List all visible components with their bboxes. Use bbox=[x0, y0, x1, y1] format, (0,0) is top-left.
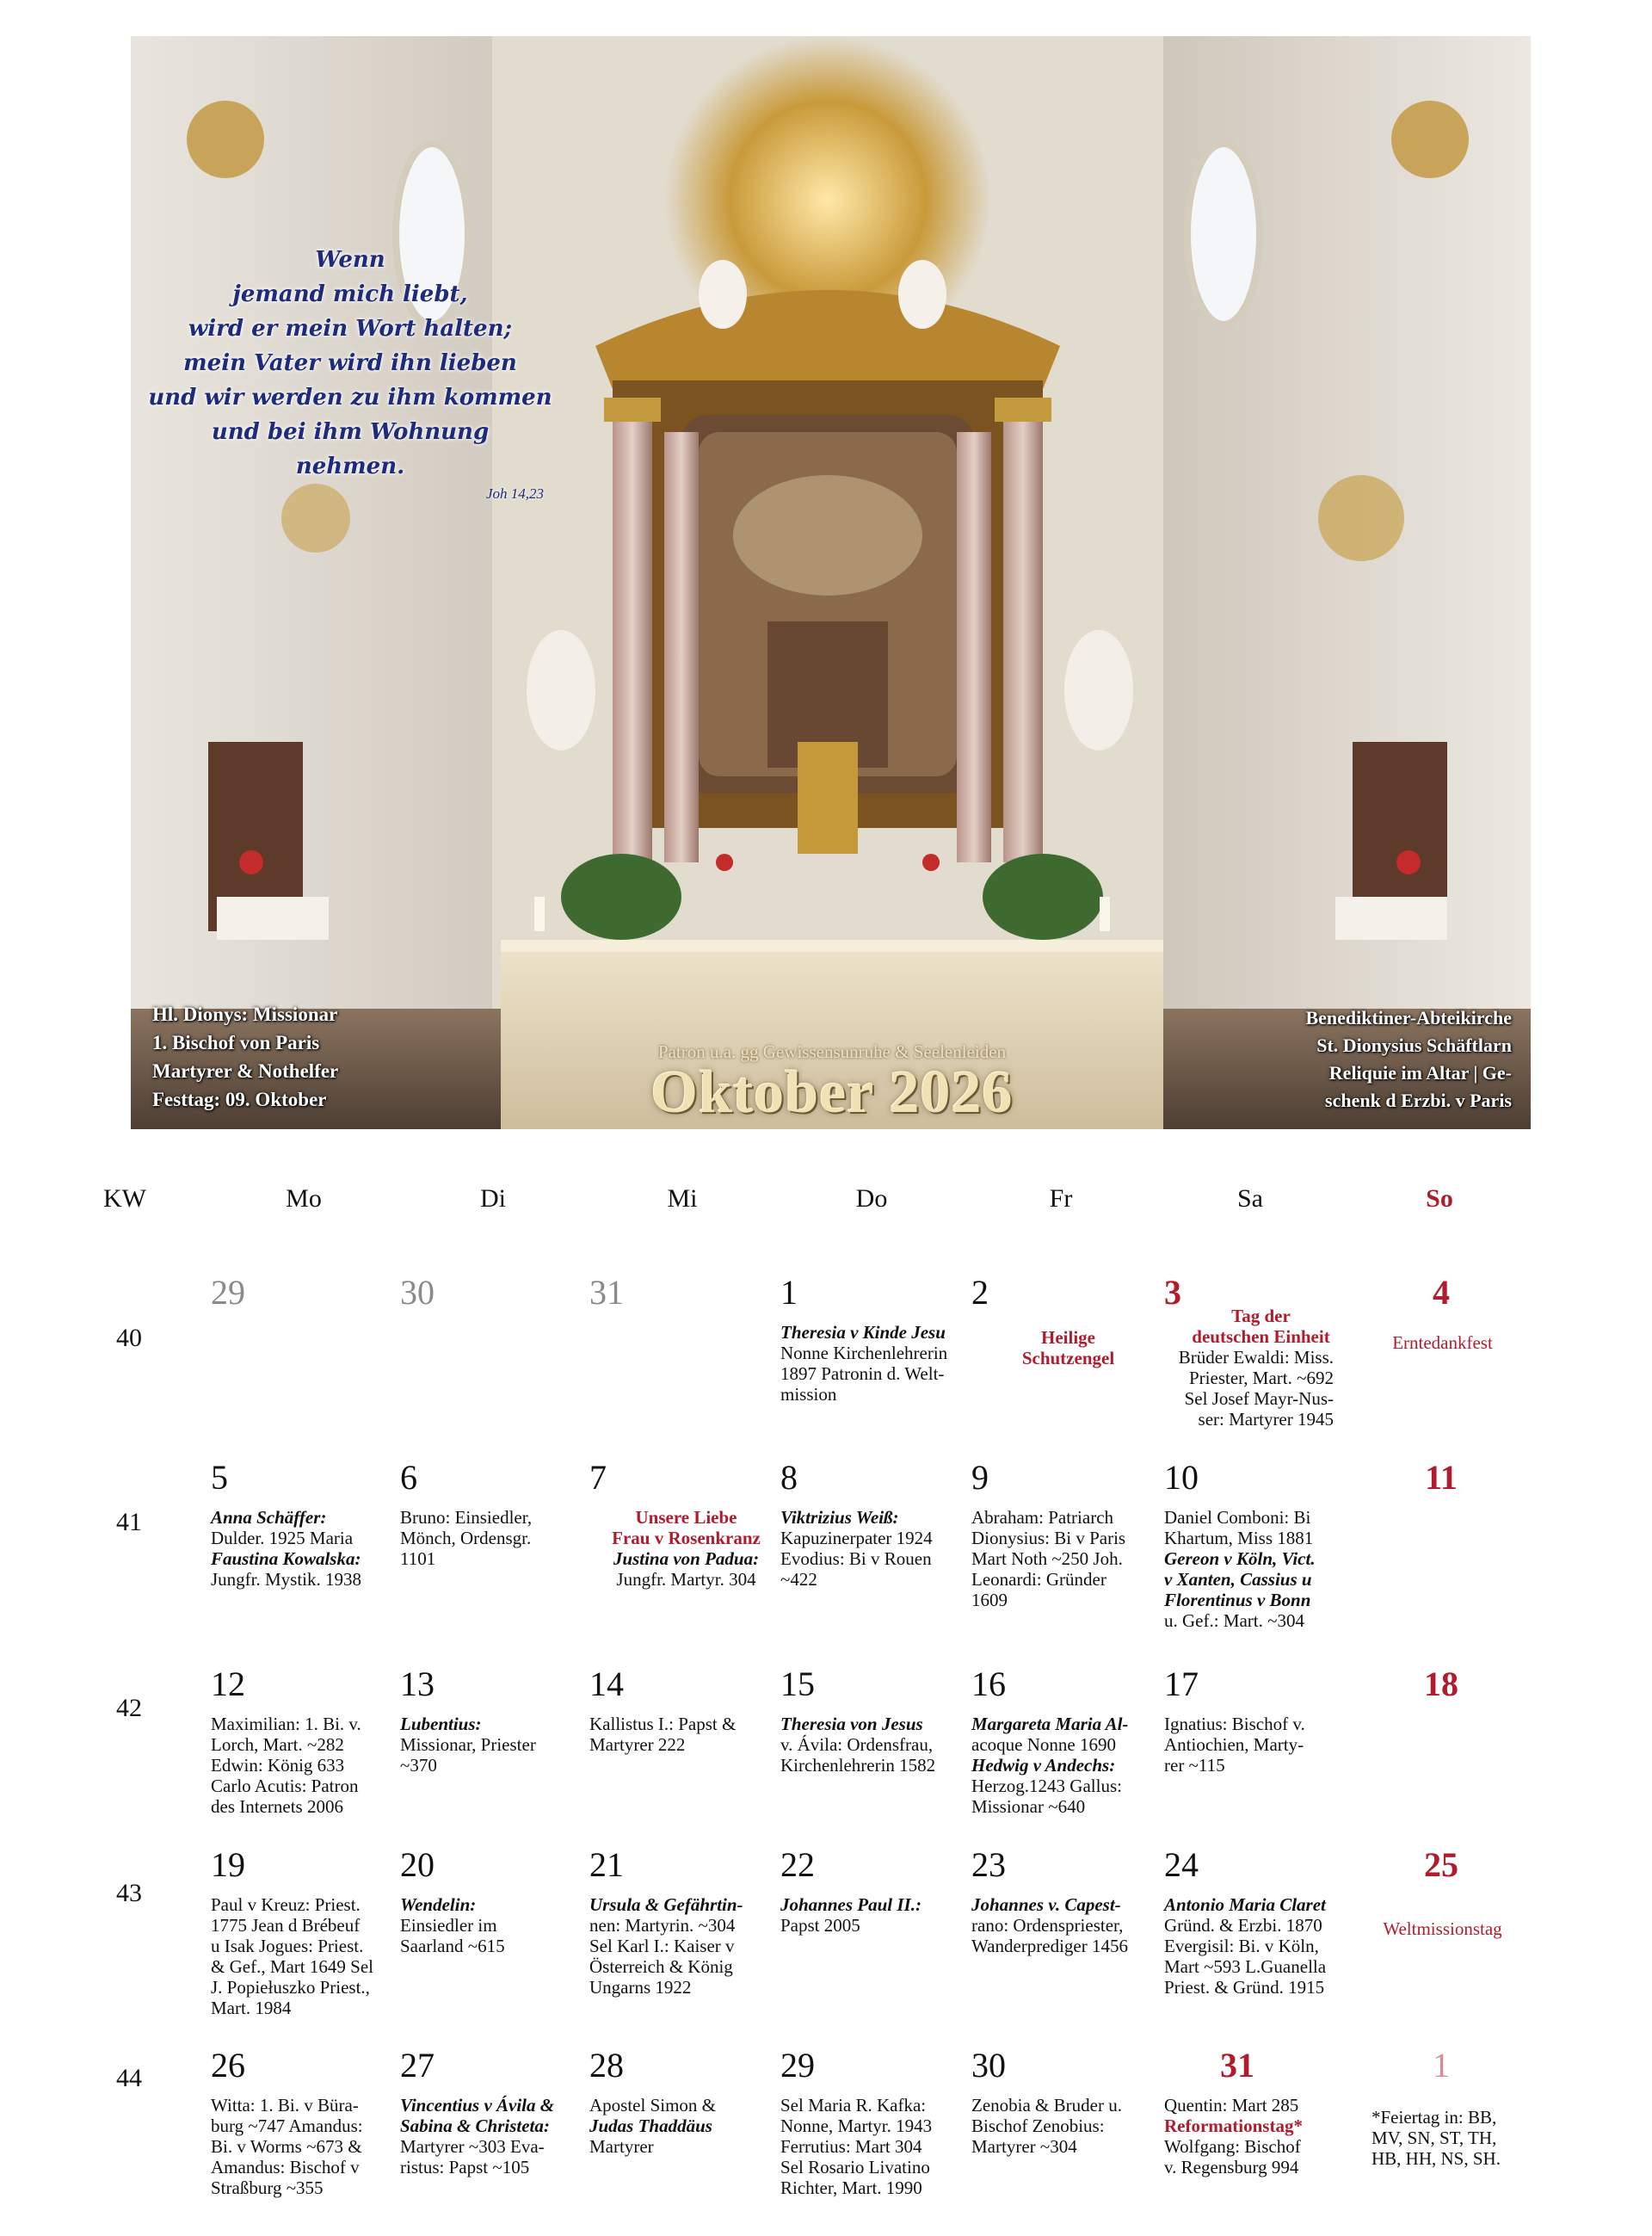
day-number: 5 bbox=[211, 1458, 228, 1497]
holiday-line: Tag der bbox=[1231, 1306, 1291, 1326]
entry-line: Priester, Mart. ~692 bbox=[1189, 1368, 1334, 1388]
day-number: 15 bbox=[780, 1665, 815, 1703]
entry-line: 1775 Jean d Brébeuf bbox=[211, 1915, 361, 1936]
entry-line: Judas Thaddäus bbox=[589, 2116, 712, 2136]
day-number: 19 bbox=[211, 1845, 245, 1884]
caption-line: Martyrer & Nothelfer bbox=[152, 1060, 339, 1082]
entry-line: Witta: 1. Bi. v Büra- bbox=[211, 2095, 359, 2116]
entry-line: Mart ~593 L.Guanella bbox=[1164, 1956, 1327, 1977]
verse-line: und bei ihm Wohnung bbox=[211, 419, 490, 445]
entry-line: Lorch, Mart. ~282 bbox=[211, 1734, 344, 1755]
entry-line: Herzog.1243 Gallus: bbox=[971, 1776, 1122, 1796]
entry-line: Sel Josef Mayr-Nus- bbox=[1184, 1388, 1334, 1409]
entry-line: Ungarns 1922 bbox=[589, 1977, 692, 1998]
entry-line: ser: Martyrer 1945 bbox=[1198, 1409, 1334, 1430]
day-number: 1 bbox=[780, 1273, 798, 1312]
entry-line: Ferrutius: Mart 304 bbox=[780, 2136, 922, 2157]
entry-line: HB, HH, NS, SH. bbox=[1372, 2148, 1501, 2169]
day-number: 20 bbox=[400, 1845, 435, 1884]
entry-line: Lubentius: bbox=[400, 1714, 482, 1734]
entry-line: u Isak Jogues: Priest. bbox=[211, 1936, 364, 1956]
entry-line: Kallistus I.: Papst & bbox=[589, 1714, 737, 1734]
day-entries bbox=[589, 1507, 783, 1590]
feast-label bbox=[971, 1327, 1165, 1368]
feast-label: Frau v Rosenkranz bbox=[612, 1528, 761, 1548]
entry-line: Einsiedler im bbox=[400, 1915, 497, 1936]
header-photo bbox=[131, 36, 1531, 1129]
entry-line: Österreich & König bbox=[589, 1956, 733, 1977]
day-entries bbox=[211, 2095, 404, 2198]
day-entries bbox=[1164, 1894, 1358, 1998]
caption-line: Reliquie im Altar | Ge- bbox=[1328, 1062, 1512, 1084]
entry-line: Kirchenlehrerin 1582 bbox=[780, 1755, 936, 1776]
week-number: 43 bbox=[116, 1879, 142, 1907]
entry-line: Missionar ~640 bbox=[971, 1796, 1086, 1817]
entry-line: Ursula & Gefährtin- bbox=[589, 1894, 743, 1915]
entry-line: Florentinus v Bonn bbox=[1164, 1590, 1311, 1610]
day-entries bbox=[971, 1507, 1165, 1610]
entry-line: Richter, Mart. 1990 bbox=[780, 2177, 922, 2198]
entry-line: Maximilian: 1. Bi. v. bbox=[211, 1714, 361, 1734]
entry-line: Bi. v Worms ~673 & bbox=[211, 2136, 362, 2157]
altar-illustration bbox=[131, 36, 1531, 1129]
entry-line: Theresia von Jesus bbox=[780, 1714, 923, 1734]
entry-line: Martyrer ~303 Eva- bbox=[400, 2136, 545, 2157]
entry-line: rer ~115 bbox=[1164, 1755, 1225, 1776]
entry-line: Mönch, Ordensgr. bbox=[400, 1528, 532, 1548]
day-entries bbox=[780, 1894, 974, 1936]
caption-line: Benediktiner-Abteikirche bbox=[1305, 1007, 1512, 1028]
day-number: 14 bbox=[589, 1665, 624, 1703]
entry-line: Johannes v. Capest- bbox=[971, 1894, 1121, 1915]
entry-line: Daniel Comboni: Bi bbox=[1164, 1507, 1311, 1528]
verse-line: mein Vater wird ihn lieben bbox=[183, 350, 517, 376]
entry-line: Missionar, Priester bbox=[400, 1734, 536, 1755]
header-sa: Sa bbox=[1237, 1184, 1263, 1213]
day-number: 31 bbox=[589, 1273, 624, 1312]
entry-line: u. Gef.: Mart. ~304 bbox=[1164, 1610, 1304, 1631]
day-number: 29 bbox=[211, 1273, 245, 1312]
week-number: 42 bbox=[116, 1694, 142, 1722]
verse-line: wird er mein Wort halten; bbox=[188, 316, 513, 342]
entry-line: MV, SN, ST, TH, bbox=[1372, 2128, 1497, 2148]
day-number: 31 bbox=[1220, 2046, 1254, 2085]
day-entries bbox=[971, 1894, 1165, 1956]
caption-line: Festtag: 09. Oktober bbox=[152, 1089, 327, 1110]
day-number: 16 bbox=[971, 1665, 1006, 1703]
feast-label: Erntedankfest bbox=[1392, 1332, 1493, 1353]
day-number: 26 bbox=[211, 2046, 245, 2085]
day-entries bbox=[400, 1894, 594, 1956]
entry-line: Wolfgang: Bischof bbox=[1164, 2136, 1301, 2157]
day-number: 18 bbox=[1424, 1665, 1458, 1703]
entry-line: Dionysius: Bi v Paris bbox=[971, 1528, 1126, 1548]
day-entries bbox=[971, 2095, 1165, 2157]
entry-line: Carlo Acutis: Patron bbox=[211, 1776, 359, 1796]
entry-line: 1101 bbox=[400, 1548, 436, 1569]
entry-line: Wanderprediger 1456 bbox=[971, 1936, 1128, 1956]
entry-line: Sabina & Christeta: bbox=[400, 2116, 550, 2136]
day-number: 4 bbox=[1433, 1273, 1450, 1312]
feast-label: Weltmissionstag bbox=[1383, 1918, 1502, 1939]
entry-line: Hedwig v Andechs: bbox=[971, 1755, 1116, 1776]
verse-line: Wenn bbox=[315, 247, 385, 273]
verse-line: nehmen. bbox=[295, 454, 405, 479]
entry-line: v Xanten, Cassius u bbox=[1164, 1569, 1312, 1590]
day-entries bbox=[589, 1894, 783, 1998]
day-number: 12 bbox=[211, 1665, 245, 1703]
entry-line: ~370 bbox=[400, 1755, 437, 1776]
entry-line: rano: Ordenspriester, bbox=[971, 1915, 1124, 1936]
day-number: 24 bbox=[1164, 1845, 1199, 1884]
entry-line: Johannes Paul II.: bbox=[780, 1894, 922, 1915]
entry-line: Jungfr. Mystik. 1938 bbox=[211, 1569, 362, 1590]
header-so: So bbox=[1426, 1184, 1453, 1213]
day-entries bbox=[1164, 2095, 1358, 2177]
entry-line: Antonio Maria Claret bbox=[1164, 1894, 1326, 1915]
entry-line: Martyrer bbox=[589, 2136, 654, 2157]
entry-line: 1609 bbox=[971, 1590, 1008, 1610]
day-number: 11 bbox=[1425, 1458, 1458, 1497]
entry-line: Kapuzinerpater 1924 bbox=[780, 1528, 933, 1548]
entry-line: Mart. 1984 bbox=[211, 1998, 292, 2018]
entry-line: Ignatius: Bischof v. bbox=[1164, 1714, 1305, 1734]
entry-line: ~422 bbox=[780, 1569, 817, 1590]
caption-right bbox=[1219, 1004, 1512, 1115]
day-entries bbox=[211, 1507, 404, 1590]
entry-line: v. Ávila: Ordensfrau, bbox=[780, 1734, 934, 1755]
day-entries bbox=[400, 1714, 594, 1776]
day-entries bbox=[780, 1322, 974, 1405]
caption-line: schenk d Erzbi. v Paris bbox=[1325, 1090, 1512, 1111]
entry-line: Paul v Kreuz: Priest. bbox=[211, 1894, 361, 1915]
caption-line: Hl. Dionys: Missionar bbox=[152, 1004, 338, 1025]
entry-line: Apostel Simon & bbox=[589, 2095, 717, 2116]
caption-left bbox=[152, 1000, 338, 1114]
entry-line: Papst 2005 bbox=[780, 1915, 860, 1936]
entry-line: Vincentius v Ávila & bbox=[400, 2095, 555, 2116]
day-entries bbox=[589, 1714, 783, 1755]
entry-line: des Internets 2006 bbox=[211, 1796, 343, 1817]
day-number: 23 bbox=[971, 1845, 1006, 1884]
caption-line: 1. Bischof von Paris bbox=[152, 1032, 320, 1053]
entry-line: nen: Martyrin. ~304 bbox=[589, 1915, 736, 1936]
entry-line: Abraham: Patriarch bbox=[971, 1507, 1114, 1528]
entry-line: Anna Schäffer: bbox=[211, 1507, 327, 1528]
day-entries bbox=[971, 1714, 1165, 1817]
day-entries bbox=[780, 1507, 974, 1590]
entry-line: Martyrer 222 bbox=[589, 1734, 686, 1755]
entry-line: & Gef., Mart 1649 Sel bbox=[211, 1956, 373, 1977]
entry-line: Straßburg ~355 bbox=[211, 2177, 324, 2198]
day-number: 1 bbox=[1433, 2046, 1450, 2085]
entry-line: Margareta Maria Al- bbox=[971, 1714, 1129, 1734]
entry-line: Schutzengel bbox=[1021, 1348, 1115, 1368]
day-number: 21 bbox=[589, 1845, 624, 1884]
header-di: Di bbox=[480, 1184, 506, 1213]
bible-verse bbox=[131, 243, 570, 484]
day-entries bbox=[211, 1894, 404, 2018]
entry-line: ristus: Papst ~105 bbox=[400, 2157, 530, 2177]
header-mi: Mi bbox=[667, 1184, 698, 1213]
entry-line: Sel Maria R. Kafka: bbox=[780, 2095, 927, 2116]
entry-line: Mart Noth ~250 Joh. bbox=[971, 1548, 1123, 1569]
entry-line: burg ~747 Amandus: bbox=[211, 2116, 363, 2136]
entry-line: v. Regensburg 994 bbox=[1164, 2157, 1299, 2177]
holiday-line: deutschen Einheit bbox=[1192, 1326, 1330, 1347]
entry-line: 1897 Patronin d. Welt- bbox=[780, 1363, 945, 1384]
entry-line: Priest. & Gründ. 1915 bbox=[1164, 1977, 1325, 1998]
entry-line: *Feiertag in: BB, bbox=[1372, 2107, 1497, 2128]
entry-line: mission bbox=[780, 1384, 837, 1405]
day-number: 7 bbox=[589, 1458, 607, 1497]
day-number: 28 bbox=[589, 2046, 624, 2085]
entry-line: Faustina Kowalska: bbox=[211, 1548, 361, 1569]
day-number: 9 bbox=[971, 1458, 989, 1497]
week-number: 44 bbox=[116, 2064, 142, 2092]
entry-line: Brüder Ewaldi: Miss. bbox=[1178, 1347, 1334, 1368]
patron-subtitle: Patron u.a. gg Gewissensunruhe & Seelenleiden bbox=[657, 1041, 1007, 1062]
entry-line: Evodius: Bi v Rouen bbox=[780, 1548, 932, 1569]
holiday-footnote bbox=[1372, 2107, 1544, 2169]
verse-line: und wir werden zu ihm kommen bbox=[148, 385, 552, 411]
day-entries bbox=[400, 2095, 594, 2177]
entry-line: Wendelin: bbox=[400, 1894, 477, 1915]
day-entries bbox=[211, 1714, 404, 1817]
day-number: 2 bbox=[971, 1273, 989, 1312]
entry-line: Amandus: Bischof v bbox=[211, 2157, 360, 2177]
entry-line: Viktrizius Weiß: bbox=[780, 1507, 899, 1528]
entry-line: Saarland ~615 bbox=[400, 1936, 505, 1956]
saint-name: Theresia v Kinde Jesu bbox=[780, 1322, 946, 1343]
caption-line: St. Dionysius Schäftlarn bbox=[1316, 1035, 1512, 1056]
day-number: 30 bbox=[971, 2046, 1006, 2085]
day-number: 10 bbox=[1164, 1458, 1199, 1497]
week-number: 40 bbox=[116, 1324, 142, 1352]
day-number: 6 bbox=[400, 1458, 417, 1497]
feast-label: Unsere Liebe bbox=[635, 1507, 737, 1528]
entry-line: Nonne, Martyr. 1943 bbox=[780, 2116, 933, 2136]
entry-line: acoque Nonne 1690 bbox=[971, 1734, 1116, 1755]
entry-line: Khartum, Miss 1881 bbox=[1164, 1528, 1314, 1548]
entry-line: Dulder. 1925 Maria bbox=[211, 1528, 354, 1548]
entry-line: Quentin: Mart 285 bbox=[1164, 2095, 1299, 2116]
day-entries bbox=[1164, 1714, 1358, 1776]
entry-line: Sel Rosario Livatino bbox=[780, 2157, 930, 2177]
day-number: 13 bbox=[400, 1665, 435, 1703]
entry-line: Bischof Zenobius: bbox=[971, 2116, 1105, 2136]
entry-line: Antiochien, Marty- bbox=[1164, 1734, 1304, 1755]
week-number: 41 bbox=[116, 1508, 142, 1536]
entry-line: J. Popiełuszko Priest., bbox=[211, 1977, 370, 1998]
day-number: 25 bbox=[1424, 1845, 1458, 1884]
day-entries bbox=[400, 1507, 594, 1569]
day-number: 3 bbox=[1164, 1273, 1181, 1312]
day-number: 29 bbox=[780, 2046, 815, 2085]
entry-line: Martyrer ~304 bbox=[971, 2136, 1077, 2157]
entry-line: Leonardi: Gründer bbox=[971, 1569, 1106, 1590]
day-entries bbox=[780, 1714, 974, 1776]
entry-line: Zenobia & Bruder u. bbox=[971, 2095, 1122, 2116]
month-title: Oktober 2026 bbox=[650, 1059, 1014, 1126]
day-number: 22 bbox=[780, 1845, 815, 1884]
entry-line: Sel Karl I.: Kaiser v bbox=[589, 1936, 735, 1956]
holiday-line: Reformationstag* bbox=[1164, 2116, 1303, 2136]
entry-line: Nonne Kirchenlehrerin bbox=[780, 1343, 948, 1363]
day-entries bbox=[1164, 1306, 1358, 1430]
day-entries bbox=[780, 2095, 974, 2198]
entry-line: Edwin: König 633 bbox=[211, 1755, 345, 1776]
entry-line: Heilige bbox=[1041, 1327, 1095, 1348]
entry-line: Gründ. & Erzbi. 1870 bbox=[1164, 1915, 1322, 1936]
day-number: 8 bbox=[780, 1458, 798, 1497]
verse-reference: Joh 14,23 bbox=[485, 485, 544, 502]
entry-line: Jungfr. Martyr. 304 bbox=[616, 1569, 756, 1590]
day-number: 30 bbox=[400, 1273, 435, 1312]
verse-line: jemand mich liebt, bbox=[232, 281, 468, 307]
entry-line: Gereon v Köln, Vict. bbox=[1164, 1548, 1316, 1569]
day-entries bbox=[589, 2095, 783, 2157]
header-do: Do bbox=[855, 1184, 888, 1213]
day-number: 27 bbox=[400, 2046, 435, 2085]
day-entries bbox=[1164, 1507, 1358, 1631]
entry-line: Bruno: Einsiedler, bbox=[400, 1507, 533, 1528]
header-fr: Fr bbox=[1049, 1184, 1073, 1213]
header-mo: Mo bbox=[286, 1184, 322, 1213]
entry-line: Evergisil: Bi. v Köln, bbox=[1164, 1936, 1319, 1956]
header-kw: KW bbox=[103, 1184, 146, 1213]
entry-line: Justina von Padua: bbox=[613, 1548, 760, 1569]
day-number: 17 bbox=[1164, 1665, 1199, 1703]
